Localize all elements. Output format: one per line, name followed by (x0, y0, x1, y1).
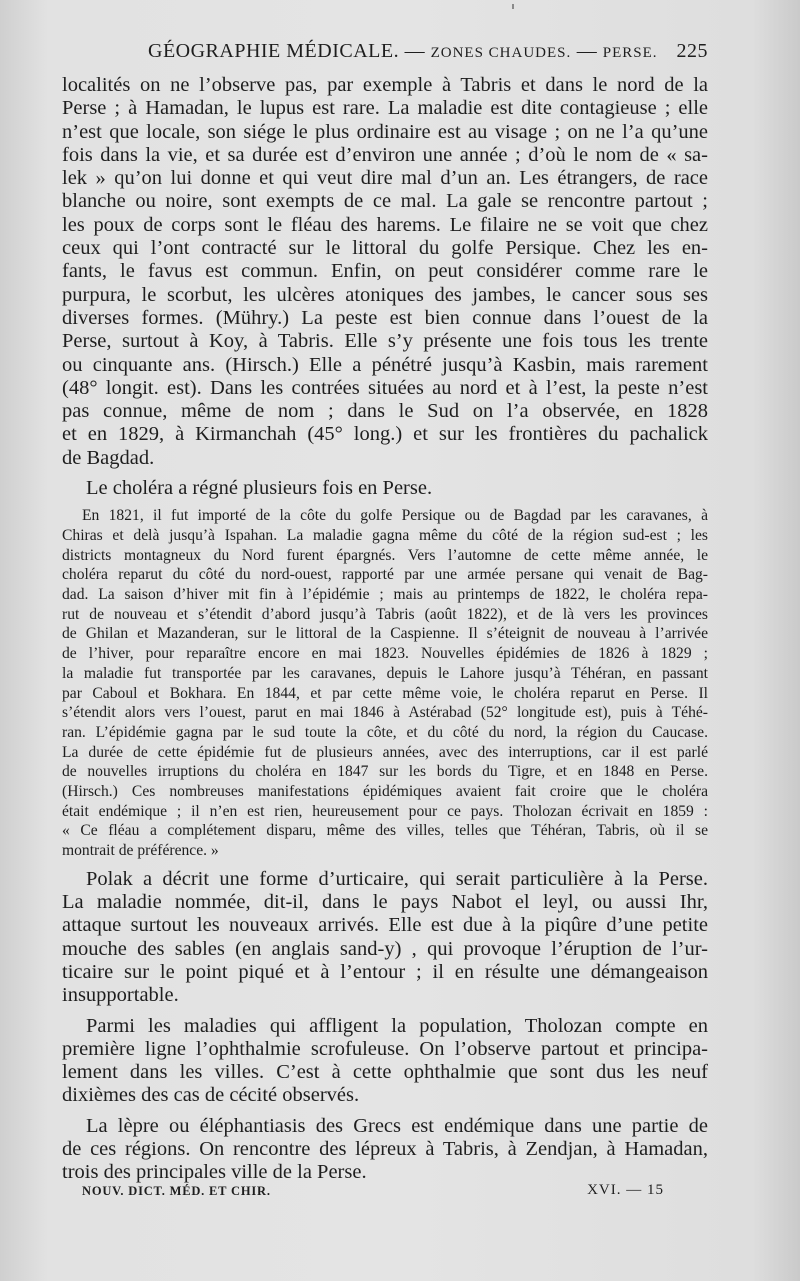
text-line: montrait de préférence. » (62, 842, 219, 860)
text-line: districts montagneux du Nord furent épargnés. Vers l’automne de cette même année, le (62, 546, 708, 564)
text-line: ran. L’épidémie gagna par le sud toute la côte, et du côté du nord, la région du Caucase. (62, 723, 708, 741)
text-line: ticaire sur le point piqué et à l’entour ; il en résulte une démangeaison (62, 960, 708, 983)
text-line: Parmi les maladies qui affligent la population, Tholozan compte en (86, 1014, 708, 1037)
text-line: n’est que locale, son siége le plus ordinaire est au visage ; on ne l’a qu’une (62, 120, 708, 143)
text-line: Le choléra a régné plusieurs fois en Perse. (86, 477, 433, 500)
text-line: blanche ou noire, sont exempts de ce mal. La gale se rencontre partout ; (62, 190, 708, 213)
text-line: lement dans les villes. C’est à cette ophthalmie que sont dus les neuf (62, 1061, 708, 1084)
paragraph-skin-diseases (62, 74, 708, 470)
text-line: de Ghilan et Mazanderan, sur le littoral de la Caspienne. Il s’éteignit de nouveau à l’arrivée (62, 625, 708, 643)
text-line: dixièmes des cas de cécité observés. (62, 1084, 360, 1107)
text-line: Polak a décrit une forme d’urticaire, qui serait particulière à la Perse. (86, 867, 708, 890)
text-line: de ces régions. On rencontre des lépreux à Tabris, à Zendjan, à Hamadan, (62, 1137, 708, 1160)
text-line: de l’hiver, pour reparaître encore en mai 1823. Nouvelles épidémies de 1826 à 1829 ; (62, 645, 708, 663)
text-line: mouche des sables (en anglais sand-y) , qui provoque l’éruption de l’ur- (62, 937, 708, 960)
text-line: fants, le favus est commun. Enfin, on peut considérer comme rare le (62, 260, 708, 283)
paragraph-ophthalmie (62, 1015, 708, 1108)
text-line: de nouvelles irruptions du choléra en 1847 sur les bords du Tigre, et en 1848 en Perse. (62, 763, 708, 781)
text-line: s’étendit alors vers l’ouest, parut en mai 1846 à Astérabad (52° longitude est), puis à Téhé- (62, 704, 708, 722)
text-line: (48° longit. est). Dans les contrées situées au nord et à l’est, la peste n’est (62, 376, 708, 399)
signature-mark: NOUV. DICT. MÉD. ET CHIR. (82, 1184, 271, 1198)
top-margin-mark (512, 4, 514, 9)
page-footer (82, 1184, 708, 1204)
text-line: La maladie nommée, dit-il, dans le pays Nabot el leyl, ou aussi Ihr, (62, 891, 708, 914)
text-line: la maladie fut transportée par les caravanes, depuis le Lahore jusqu’à Téhéran, en passant (62, 664, 708, 682)
text-line: était endémique ; il n’en est rien, heureusement pour ce pays. Tholozan écrivait en 1859 : (62, 802, 708, 820)
volume-signature: XVI. — 15 (587, 1182, 664, 1198)
text-line: localités on ne l’observe pas, par exemple à Tabris et dans le nord de la (62, 74, 708, 96)
text-line: choléra reparut du côté du nord-ouest, rapporté par une armée persane qui venait de Bag- (62, 566, 708, 584)
text-line: purpura, le scorbut, les ulcères atoniques des jambes, le cancer sous ses (62, 283, 708, 306)
text-line: En 1821, il fut importé de la côte du golfe Persique ou de Bagdad par les caravanes, à (82, 507, 708, 525)
paragraph-urticaire (62, 868, 708, 1008)
text-line: rut de nouveau et s’étendit d’abord jusqu’à Tabris (août 1822), et de là vers les provinces (62, 605, 708, 623)
text-line: les poux de corps sont le fléau des harems. Le filaire ne se voit que chez (62, 213, 708, 236)
note-cholera-history (62, 506, 708, 860)
text-line: diverses formes. (Mühry.) La peste est bien connue dans l’ouest de la (62, 306, 708, 329)
text-line: attaque surtout les nouveaux arrivés. Elle est due à la piqûre d’une petite (62, 914, 708, 937)
running-title: GÉOGRAPHIE MÉDICALE. — ZONES CHAUDES. — PERSE. (148, 40, 658, 62)
text-line: trois des principales ville de la Perse. (62, 1161, 367, 1184)
text-line: de Bagdad. (62, 446, 155, 469)
text-line: ou cinquante ans. (Hirsch.) Elle a pénétré jusqu’à Kasbin, mais rarement (62, 353, 708, 376)
text-line: ceux qui l’ont contracté sur le littoral du golfe Persique. Chez les en- (62, 237, 708, 260)
text-line: Perse ; à Hamadan, le lupus est rare. La maladie est dite contagieuse ; elle (62, 97, 708, 120)
running-header (78, 40, 708, 72)
text-line: « Ce fléau a complétement disparu, même des villes, telles que Téhéran, Tabris, où il se (62, 822, 708, 840)
text-line: dad. La saison d’hiver mit fin à l’épidémie ; mais au printemps de 1822, le choléra repa- (62, 586, 708, 604)
text-line: par Caboul et Bokhara. En 1844, et par cette même voie, le choléra reparut en Perse. Il (62, 684, 708, 702)
paragraph-cholera-intro (62, 477, 708, 500)
text-line: lek » qu’on lui donne et qui veut dire mal d’un an. Les étrangers, de race (62, 167, 708, 190)
text-line: pas connue, même de nom ; dans le Sud on l’a observée, en 1828 (62, 400, 708, 423)
text-line: insupportable. (62, 984, 179, 1007)
text-line: première ligne l’ophthalmie scrofuleuse. On l’observe partout et principa- (62, 1037, 708, 1060)
text-line: Perse, surtout à Koy, à Tabris. Elle s’y présente une fois tous les trente (62, 330, 708, 353)
page-body (62, 74, 708, 1185)
text-line: Chiras et delà jusqu’à Ispahan. La maladie gagna même du côté de la région sud-est ; les (62, 527, 708, 545)
paragraph-lepre (62, 1115, 708, 1185)
page-number: 225 (676, 40, 708, 62)
text-line: La durée de cette épidémie fut de plusieurs années, avec des interruptions, car il est parlé (62, 743, 708, 761)
text-line: et en 1829, à Kirmanchah (45° long.) et sur les frontières du pachalick (62, 423, 708, 446)
text-line: La lèpre ou éléphantiasis des Grecs est endémique dans une partie de (86, 1114, 708, 1137)
text-line: fois dans la vie, et sa durée est d’environ une année ; d’où le nom de « sa- (62, 143, 708, 166)
text-line: (Hirsch.) Ces nombreuses manifestations épidémiques avaient fait croire que le choléra (62, 782, 708, 800)
